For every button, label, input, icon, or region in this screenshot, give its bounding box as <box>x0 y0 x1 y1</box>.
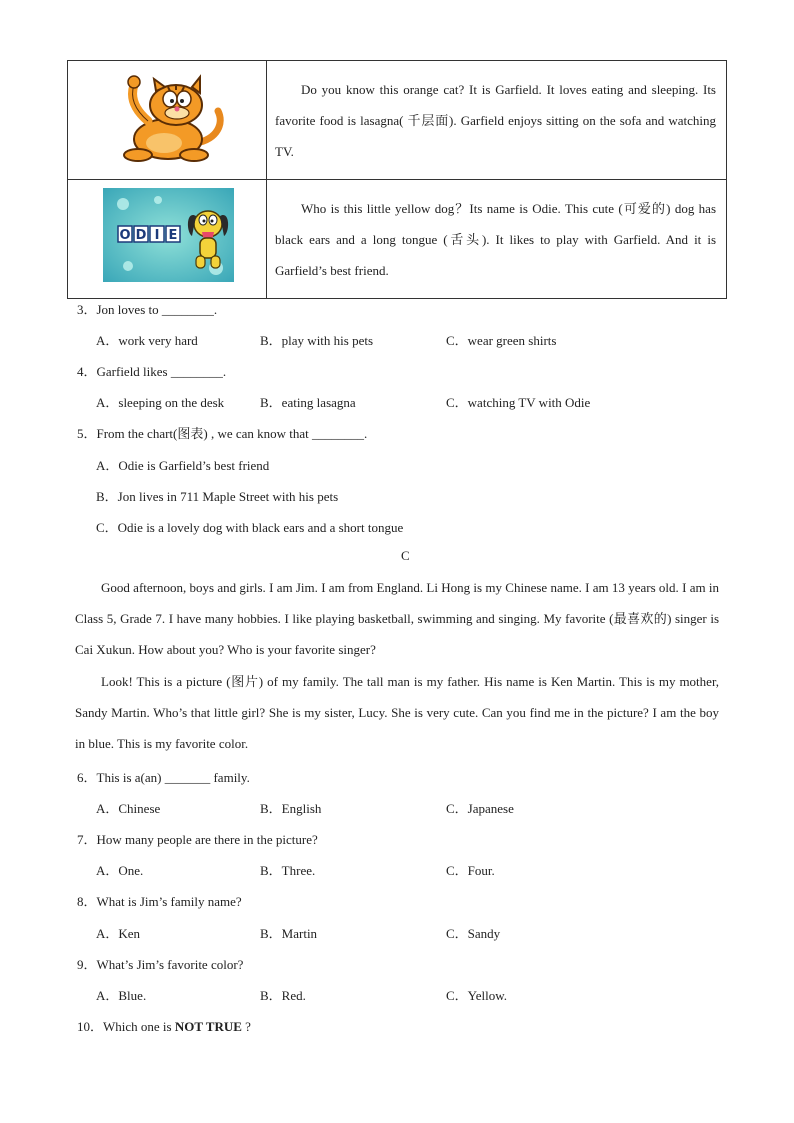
garfield-description: Do you know this orange cat? It is Garfield. It loves eating and sleeping. Its favorite food is lasagna( 千层面). Garfield enjoys sitting on the sofa and watching TV. <box>267 61 727 180</box>
odie-letter-o: O <box>119 228 131 243</box>
q6-option-b[interactable]: B．English <box>260 801 322 816</box>
garfield-image-cell <box>68 61 267 180</box>
question-3: 3．Jon loves to ________. <box>77 302 218 317</box>
q10-prefix: 10．Which one is <box>77 1019 175 1034</box>
question-6: 6．This is a(an) _______ family. <box>77 770 250 785</box>
q7-option-c[interactable]: C．Four. <box>446 863 495 878</box>
q6-option-c[interactable]: C．Japanese <box>446 801 514 816</box>
question-7: 7．How many people are there in the picture? <box>77 832 318 847</box>
q10-suffix: ? <box>241 1019 251 1034</box>
q9-option-b[interactable]: B．Red. <box>260 988 306 1003</box>
q5-option-b[interactable]: B．Jon lives in 711 Maple Street with his pets <box>96 489 339 504</box>
q4-option-b[interactable]: B．eating lasagna <box>260 395 356 410</box>
q9-option-a[interactable]: A．Blue. <box>96 988 147 1003</box>
passage-paragraph-2: Look! This is a picture (图片) of my family. The tall man is my father. His name is Ken Martin. This is my mother, Sandy Martin. Who’s that little girl? She is my sister, Lucy. She is very cute. Can you find me in the picture? I am the boy in blue. This is my favorite color. <box>75 674 719 751</box>
section-heading: C <box>401 548 410 563</box>
odie-description: Who is this little yellow dog？Its name is Odie. This cute (可爱的) dog has black ears and a long tongue (舌头). It likes to play with Garfield. And it is Garfield’s best friend. <box>267 180 727 299</box>
odie-letter-e: E <box>168 228 178 243</box>
odie-letter-i: I <box>154 228 160 243</box>
q3-option-c[interactable]: C．wear green shirts <box>446 333 557 348</box>
info-table <box>67 60 727 299</box>
q4-option-a[interactable]: A．sleeping on the desk <box>96 395 225 410</box>
q3-option-b[interactable]: B．play with his pets <box>260 333 374 348</box>
question-9: 9．What’s Jim’s favorite color? <box>77 957 244 972</box>
odie-image-cell <box>68 180 267 299</box>
q8-option-b[interactable]: B．Martin <box>260 926 318 941</box>
odie-image <box>68 180 266 294</box>
odie-letter-d: D <box>135 228 147 243</box>
question-5: 5．From the chart(图表) , we can know that ________. <box>77 426 368 441</box>
q8-option-c[interactable]: C．Sandy <box>446 926 501 941</box>
garfield-image <box>68 61 266 175</box>
q7-option-a[interactable]: A．One. <box>96 863 144 878</box>
q4-option-c[interactable]: C．watching TV with Odie <box>446 395 591 410</box>
passage-paragraph-1: Good afternoon, boys and girls. I am Jim. I am from England. Li Hong is my Chinese name. I am 13 years old. I am in Class 5, Grade 7. I have many hobbies. I like playing basketball, swimming and singing. My favorite (最喜欢的) singer is Cai Xukun. How about you? Who is your favorite singer? <box>75 580 719 657</box>
question-4: 4．Garfield likes ________. <box>77 364 227 379</box>
q9-option-c[interactable]: C．Yellow. <box>446 988 508 1003</box>
question-10 <box>77 1016 251 1035</box>
question-8: 8．What is Jim’s family name? <box>77 894 242 909</box>
q10-emphasis: NOT TRUE <box>174 1019 242 1034</box>
q3-option-a[interactable]: A．work very hard <box>96 333 198 348</box>
q7-option-b[interactable]: B．Three. <box>260 863 316 878</box>
q5-option-a[interactable]: A．Odie is Garfield’s best friend <box>96 458 270 473</box>
q6-option-a[interactable]: A．Chinese <box>96 801 161 816</box>
q8-option-a[interactable]: A．Ken <box>96 926 141 941</box>
q5-option-c[interactable]: C．Odie is a lovely dog with black ears and a short tongue <box>96 520 404 535</box>
